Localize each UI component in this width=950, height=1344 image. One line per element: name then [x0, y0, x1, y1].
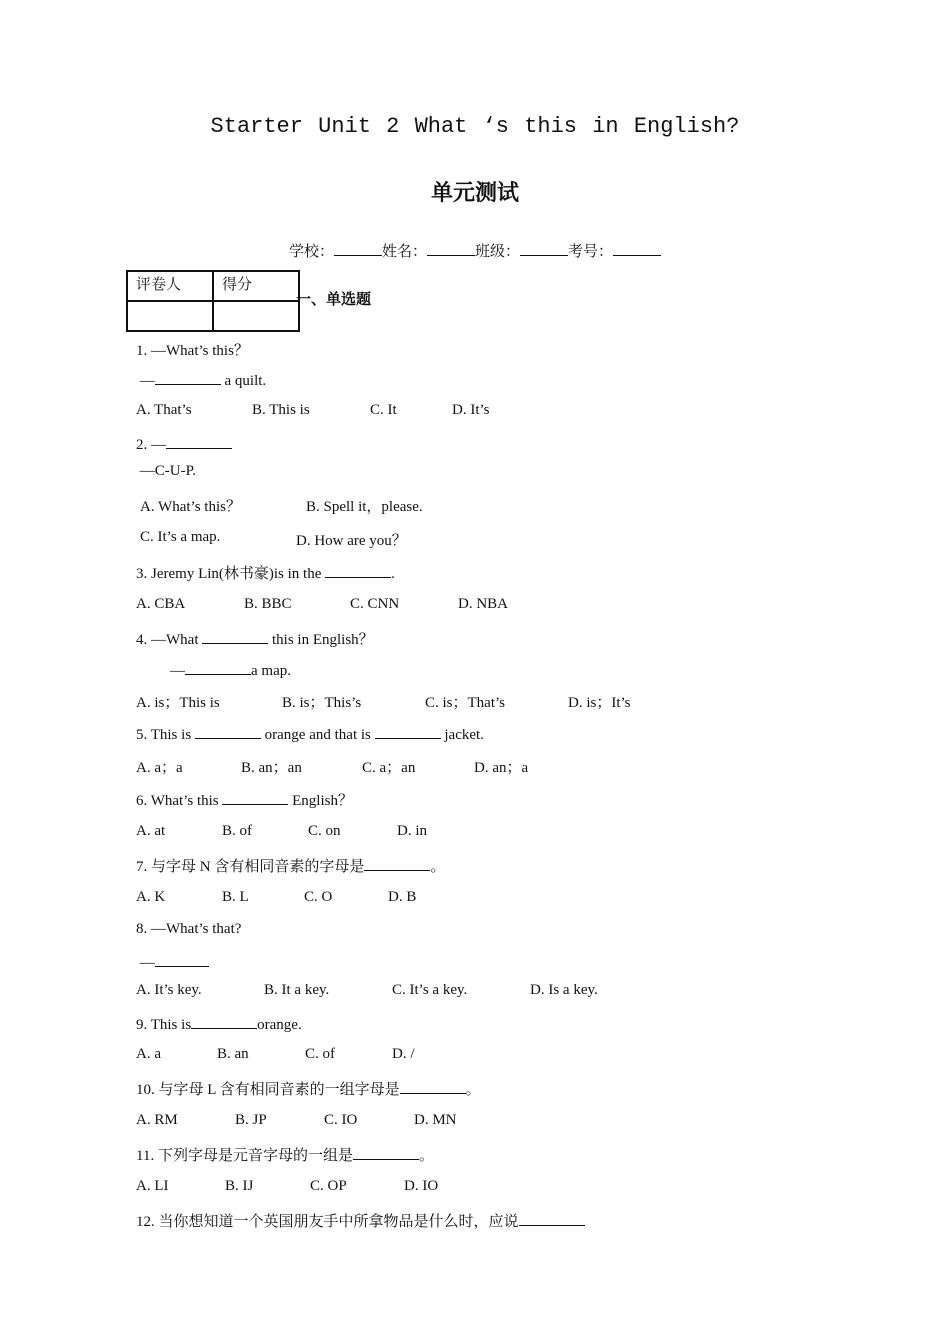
answer-blank[interactable]: [155, 952, 209, 967]
document-title: Starter Unit 2 What ‘s this in English?: [210, 114, 740, 139]
question-text: —: [136, 955, 155, 971]
question-text: this in English？: [268, 632, 374, 648]
exam-number-blank[interactable]: [613, 241, 661, 256]
question-text: English？: [288, 793, 353, 809]
question-text: 。: [418, 1148, 434, 1164]
answer-blank[interactable]: [222, 790, 288, 805]
question-text: 7. 与字母 N 含有相同音素的字母是: [136, 859, 365, 875]
option-b[interactable]: B. JP: [235, 1112, 267, 1128]
answer-blank[interactable]: [519, 1211, 585, 1226]
question-text: 。: [430, 859, 446, 875]
answer-blank[interactable]: [195, 724, 261, 739]
question-4-line-2: [170, 660, 291, 680]
score-table: [126, 270, 300, 332]
option-d[interactable]: D. How are you？: [296, 533, 407, 549]
option-c[interactable]: C. O: [304, 889, 333, 905]
answer-blank[interactable]: [185, 660, 251, 675]
option-b[interactable]: B. It a key.: [264, 982, 330, 998]
question-text: —C-U-P.: [136, 463, 197, 479]
question-10-line-1: [136, 1078, 481, 1099]
answer-blank[interactable]: [155, 370, 221, 385]
option-c[interactable]: C. CNN: [350, 596, 400, 612]
option-d[interactable]: D. B: [388, 889, 417, 905]
option-b[interactable]: B. This is: [252, 402, 310, 418]
question-text: 2. —: [136, 437, 166, 453]
score-cell[interactable]: [213, 301, 299, 331]
question-8-line-1: [136, 921, 241, 938]
answer-blank[interactable]: [166, 434, 232, 449]
option-b[interactable]: B. an；an: [241, 760, 302, 776]
question-text: orange.: [257, 1017, 302, 1033]
question-text: orange and that is: [260, 727, 375, 743]
option-c[interactable]: C. It’s a key.: [392, 982, 468, 998]
option-c[interactable]: C. It: [370, 402, 397, 418]
question-7-line-1: [136, 855, 445, 876]
question-text: 6. What’s this: [136, 793, 223, 809]
question-text: 5. This is: [136, 727, 195, 743]
option-a[interactable]: A. It’s key.: [136, 982, 202, 998]
answer-blank[interactable]: [202, 629, 268, 644]
option-d[interactable]: D. is；It’s: [568, 695, 631, 711]
option-b[interactable]: B. of: [222, 823, 252, 839]
student-info-line: [0, 240, 950, 261]
option-d[interactable]: D. NBA: [458, 596, 509, 612]
option-c[interactable]: C. a；an: [362, 760, 416, 776]
question-8-line-2: [136, 952, 209, 972]
answer-blank[interactable]: [353, 1145, 419, 1160]
question-text: .: [391, 566, 395, 582]
option-c[interactable]: C. on: [308, 823, 341, 839]
option-c[interactable]: C. OP: [310, 1178, 347, 1194]
question-text: 。: [465, 1082, 481, 1098]
option-d[interactable]: D. Is a key.: [530, 982, 598, 998]
option-d[interactable]: D. an；a: [474, 760, 529, 776]
grader-header: 评卷人: [127, 271, 213, 301]
question-2-line-1: [136, 434, 232, 454]
option-a[interactable]: A. at: [136, 823, 166, 839]
question-text: jacket.: [440, 727, 484, 743]
option-d[interactable]: D. in: [397, 823, 427, 839]
question-6-line-1: [136, 789, 353, 810]
option-c[interactable]: C. IO: [324, 1112, 358, 1128]
class-label: 班级：: [475, 244, 521, 260]
school-label: 学校：: [288, 244, 334, 260]
option-b[interactable]: B. L: [222, 889, 249, 905]
exam-number-label: 考号：: [568, 244, 614, 260]
option-c[interactable]: C. It’s a map.: [140, 529, 221, 545]
option-b[interactable]: B. is；This’s: [282, 695, 362, 711]
question-9-line-1: [136, 1014, 302, 1034]
option-b[interactable]: B. IJ: [225, 1178, 254, 1194]
option-a[interactable]: A. a；a: [136, 760, 183, 776]
option-a[interactable]: A. What’s this？: [140, 499, 241, 515]
question-text: 12. 当你想知道一个英国朋友手中所拿物品是什么时，应说: [136, 1214, 519, 1230]
option-b[interactable]: B. an: [217, 1046, 249, 1062]
answer-blank[interactable]: [191, 1014, 257, 1029]
option-d[interactable]: D. MN: [414, 1112, 457, 1128]
option-a[interactable]: A. a: [136, 1046, 161, 1062]
score-header: 得分: [213, 271, 299, 301]
option-a[interactable]: A. is；This is: [136, 695, 220, 711]
answer-blank[interactable]: [364, 856, 430, 871]
option-c[interactable]: C. is；That’s: [425, 695, 506, 711]
answer-blank[interactable]: [400, 1079, 466, 1094]
question-2-line-2: [136, 463, 196, 480]
option-a[interactable]: A. K: [136, 889, 166, 905]
question-text: a map.: [251, 663, 291, 679]
question-text: 4. —What: [136, 632, 203, 648]
option-b[interactable]: B. Spell it，please.: [306, 499, 423, 515]
name-blank[interactable]: [427, 241, 475, 256]
question-1-line-2: [136, 370, 266, 390]
option-c[interactable]: C. of: [305, 1046, 335, 1062]
question-3-line-1: [136, 562, 395, 583]
question-1-line-1: [136, 339, 249, 360]
school-blank[interactable]: [334, 241, 382, 256]
question-text: 11. 下列字母是元音字母的一组是: [136, 1148, 353, 1164]
answer-blank[interactable]: [325, 563, 391, 578]
option-a[interactable]: A. RM: [136, 1112, 178, 1128]
option-d[interactable]: D. IO: [404, 1178, 439, 1194]
class-blank[interactable]: [520, 241, 568, 256]
grader-cell[interactable]: [127, 301, 213, 331]
question-text: 1. —What’s this？: [136, 343, 249, 359]
option-d[interactable]: D. It’s: [452, 402, 490, 418]
section-heading: 一、单选题: [296, 290, 372, 308]
answer-blank[interactable]: [375, 724, 441, 739]
question-text: —: [136, 373, 155, 389]
option-a[interactable]: A. That’s: [136, 402, 192, 418]
question-11-line-1: [136, 1144, 434, 1165]
question-text: 3. Jeremy Lin(林书豪)is in the: [136, 566, 326, 582]
question-5-line-1: [136, 724, 484, 744]
option-a[interactable]: A. LI: [136, 1178, 169, 1194]
option-d[interactable]: D. /: [392, 1046, 415, 1062]
option-b[interactable]: B. BBC: [244, 596, 292, 612]
option-a[interactable]: A. CBA: [136, 596, 186, 612]
document-subtitle: 单元测试: [430, 181, 519, 206]
question-12-line-1: [136, 1210, 585, 1231]
question-text: a quilt.: [220, 373, 267, 389]
question-text: 10. 与字母 L 含有相同音素的一组字母是: [136, 1082, 400, 1098]
question-text: 9. This is: [136, 1017, 192, 1033]
question-4-line-1: [136, 628, 374, 649]
question-text: 8. —What’s that?: [136, 921, 242, 937]
question-text: —: [170, 663, 185, 679]
name-label: 姓名：: [381, 244, 427, 260]
